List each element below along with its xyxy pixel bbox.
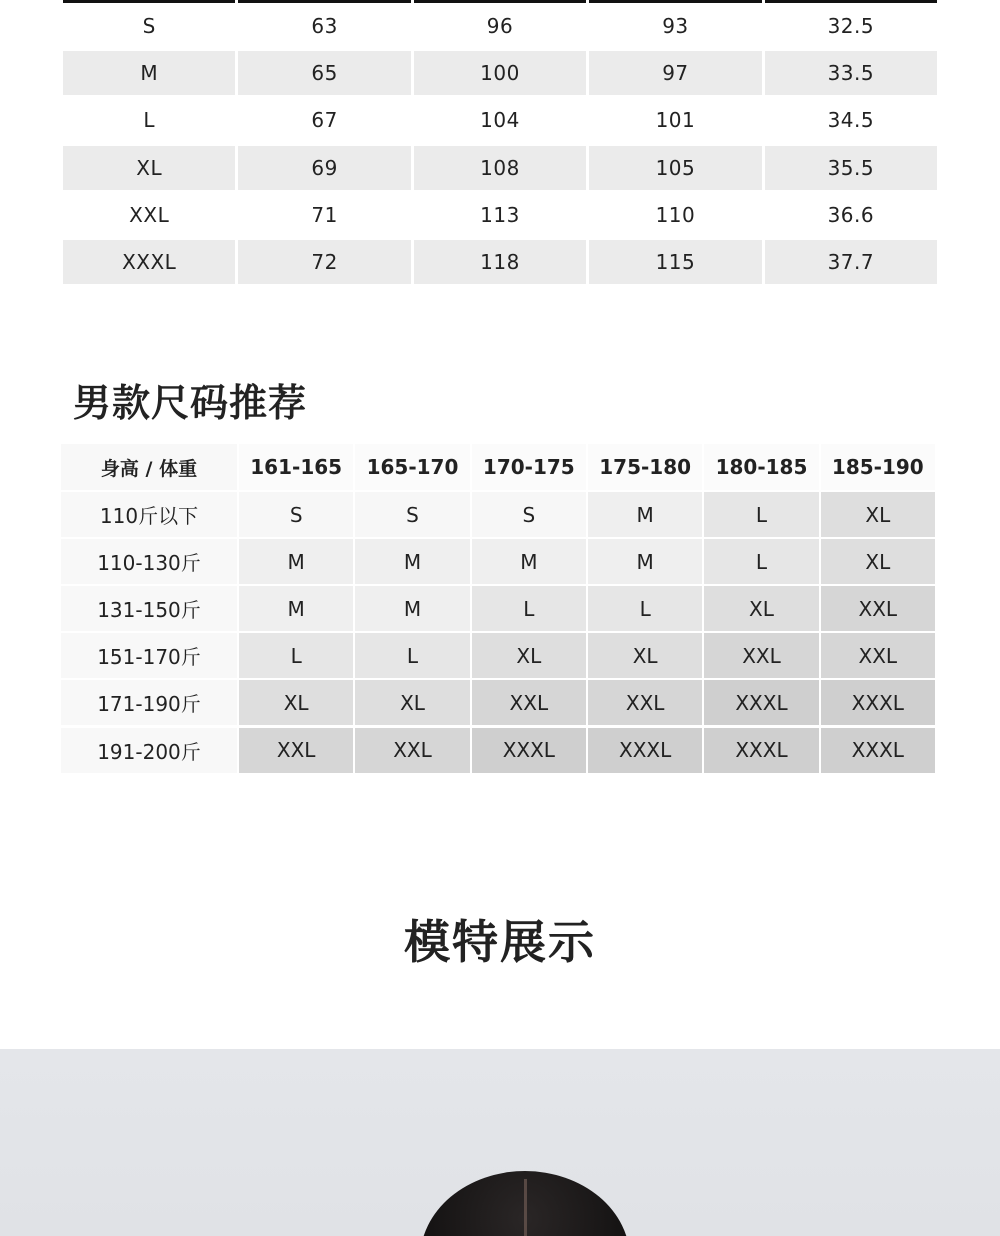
measure-value: 35.5 bbox=[765, 146, 937, 190]
measure-value: 32.5 bbox=[827, 14, 875, 38]
height-header: 180-185 bbox=[704, 444, 818, 490]
weight-label: 191-200斤 bbox=[61, 728, 237, 773]
height-header: 165-170 bbox=[355, 444, 469, 490]
size-label: XXL bbox=[129, 202, 170, 227]
size-cell: XXL bbox=[355, 728, 469, 773]
measure-value: 96 bbox=[486, 14, 514, 38]
size-cell: M bbox=[588, 492, 702, 537]
table-row bbox=[63, 193, 937, 237]
size-label: XXXL bbox=[63, 240, 235, 284]
size-cell: M bbox=[239, 539, 353, 584]
size-label: XL bbox=[63, 146, 235, 190]
measure-value: 36.6 bbox=[827, 202, 875, 227]
measure-value: 37.7 bbox=[765, 240, 937, 284]
size-cell: L bbox=[588, 586, 702, 631]
table-row bbox=[61, 492, 935, 537]
measure-value: 104 bbox=[480, 108, 520, 133]
measure-value: 72 bbox=[238, 240, 410, 284]
measure-value: 71 bbox=[311, 202, 338, 227]
size-cell: XL bbox=[355, 680, 469, 725]
size-cell: S bbox=[355, 492, 469, 537]
size-cell: XL bbox=[472, 633, 586, 678]
size-cell: XXXL bbox=[704, 728, 818, 773]
height-header: 161-165 bbox=[239, 444, 353, 490]
measure-value: 33.5 bbox=[765, 51, 937, 95]
table-row bbox=[63, 4, 937, 48]
size-cell: XXL bbox=[704, 633, 818, 678]
measure-value: 63 bbox=[311, 14, 338, 38]
measure-value: 67 bbox=[311, 108, 338, 133]
weight-label: 110斤以下 bbox=[61, 492, 237, 537]
size-label: M bbox=[63, 51, 235, 95]
measure-value: 69 bbox=[238, 146, 410, 190]
size-cell: M bbox=[588, 539, 702, 584]
size-cell: XXL bbox=[239, 728, 353, 773]
size-cell: XL bbox=[239, 680, 353, 725]
measure-value: 113 bbox=[480, 202, 520, 227]
size-cell: XL bbox=[704, 586, 818, 631]
table-row bbox=[61, 680, 935, 725]
size-cell: XXL bbox=[588, 680, 702, 725]
measure-value: 93 bbox=[662, 14, 689, 38]
size-cell: XL bbox=[821, 539, 935, 584]
measure-value: 105 bbox=[589, 146, 761, 190]
size-cell: XXXL bbox=[472, 728, 586, 773]
model-photo bbox=[0, 1049, 1000, 1236]
measure-value: 34.5 bbox=[827, 108, 875, 133]
size-cell: XXXL bbox=[821, 680, 935, 725]
weight-label: 171-190斤 bbox=[61, 680, 237, 725]
size-cell: L bbox=[472, 586, 586, 631]
size-cell: XXXL bbox=[821, 728, 935, 773]
height-header: 170-175 bbox=[472, 444, 586, 490]
measure-value: 115 bbox=[589, 240, 761, 284]
table-row bbox=[61, 728, 935, 773]
measure-value: 100 bbox=[414, 51, 586, 95]
size-label: L bbox=[143, 108, 156, 133]
table-row bbox=[61, 539, 935, 584]
size-cell: M bbox=[355, 539, 469, 584]
size-label: S bbox=[142, 14, 156, 38]
table-row bbox=[63, 51, 937, 95]
size-cell: M bbox=[239, 586, 353, 631]
size-cell: M bbox=[355, 586, 469, 631]
size-cell: M bbox=[472, 539, 586, 584]
size-cell: XXL bbox=[821, 586, 935, 631]
size-cell: L bbox=[704, 539, 818, 584]
table-row bbox=[63, 98, 937, 142]
measure-value: 65 bbox=[238, 51, 410, 95]
height-header: 175-180 bbox=[588, 444, 702, 490]
measure-value: 108 bbox=[414, 146, 586, 190]
model-display-title: 模特展示 bbox=[404, 915, 596, 969]
size-cell: XL bbox=[821, 492, 935, 537]
measure-value: 118 bbox=[414, 240, 586, 284]
size-cell: XXL bbox=[821, 633, 935, 678]
measure-value: 97 bbox=[589, 51, 761, 95]
weight-label: 131-150斤 bbox=[61, 586, 237, 631]
size-cell: XXXL bbox=[588, 728, 702, 773]
table-header-row bbox=[61, 444, 935, 490]
size-cell: L bbox=[704, 492, 818, 537]
size-recommendation-table bbox=[61, 444, 935, 773]
model-hair-part bbox=[524, 1179, 527, 1236]
size-cell: S bbox=[239, 492, 353, 537]
size-recommendation-title: 男款尺码推荐 bbox=[73, 381, 308, 425]
table-row bbox=[61, 586, 935, 631]
size-cell: XXL bbox=[472, 680, 586, 725]
table-row bbox=[61, 633, 935, 678]
height-header: 185-190 bbox=[821, 444, 935, 490]
size-cell: XXXL bbox=[704, 680, 818, 725]
weight-label: 110-130斤 bbox=[61, 539, 237, 584]
size-cell: L bbox=[355, 633, 469, 678]
table-row bbox=[63, 146, 937, 190]
size-cell: XL bbox=[588, 633, 702, 678]
size-cell: S bbox=[472, 492, 586, 537]
table-row bbox=[63, 240, 937, 284]
corner-label: 身高 / 体重 bbox=[61, 444, 237, 490]
measure-value: 110 bbox=[655, 202, 696, 227]
weight-label: 151-170斤 bbox=[61, 633, 237, 678]
size-cell: L bbox=[239, 633, 353, 678]
measure-value: 101 bbox=[655, 108, 696, 133]
